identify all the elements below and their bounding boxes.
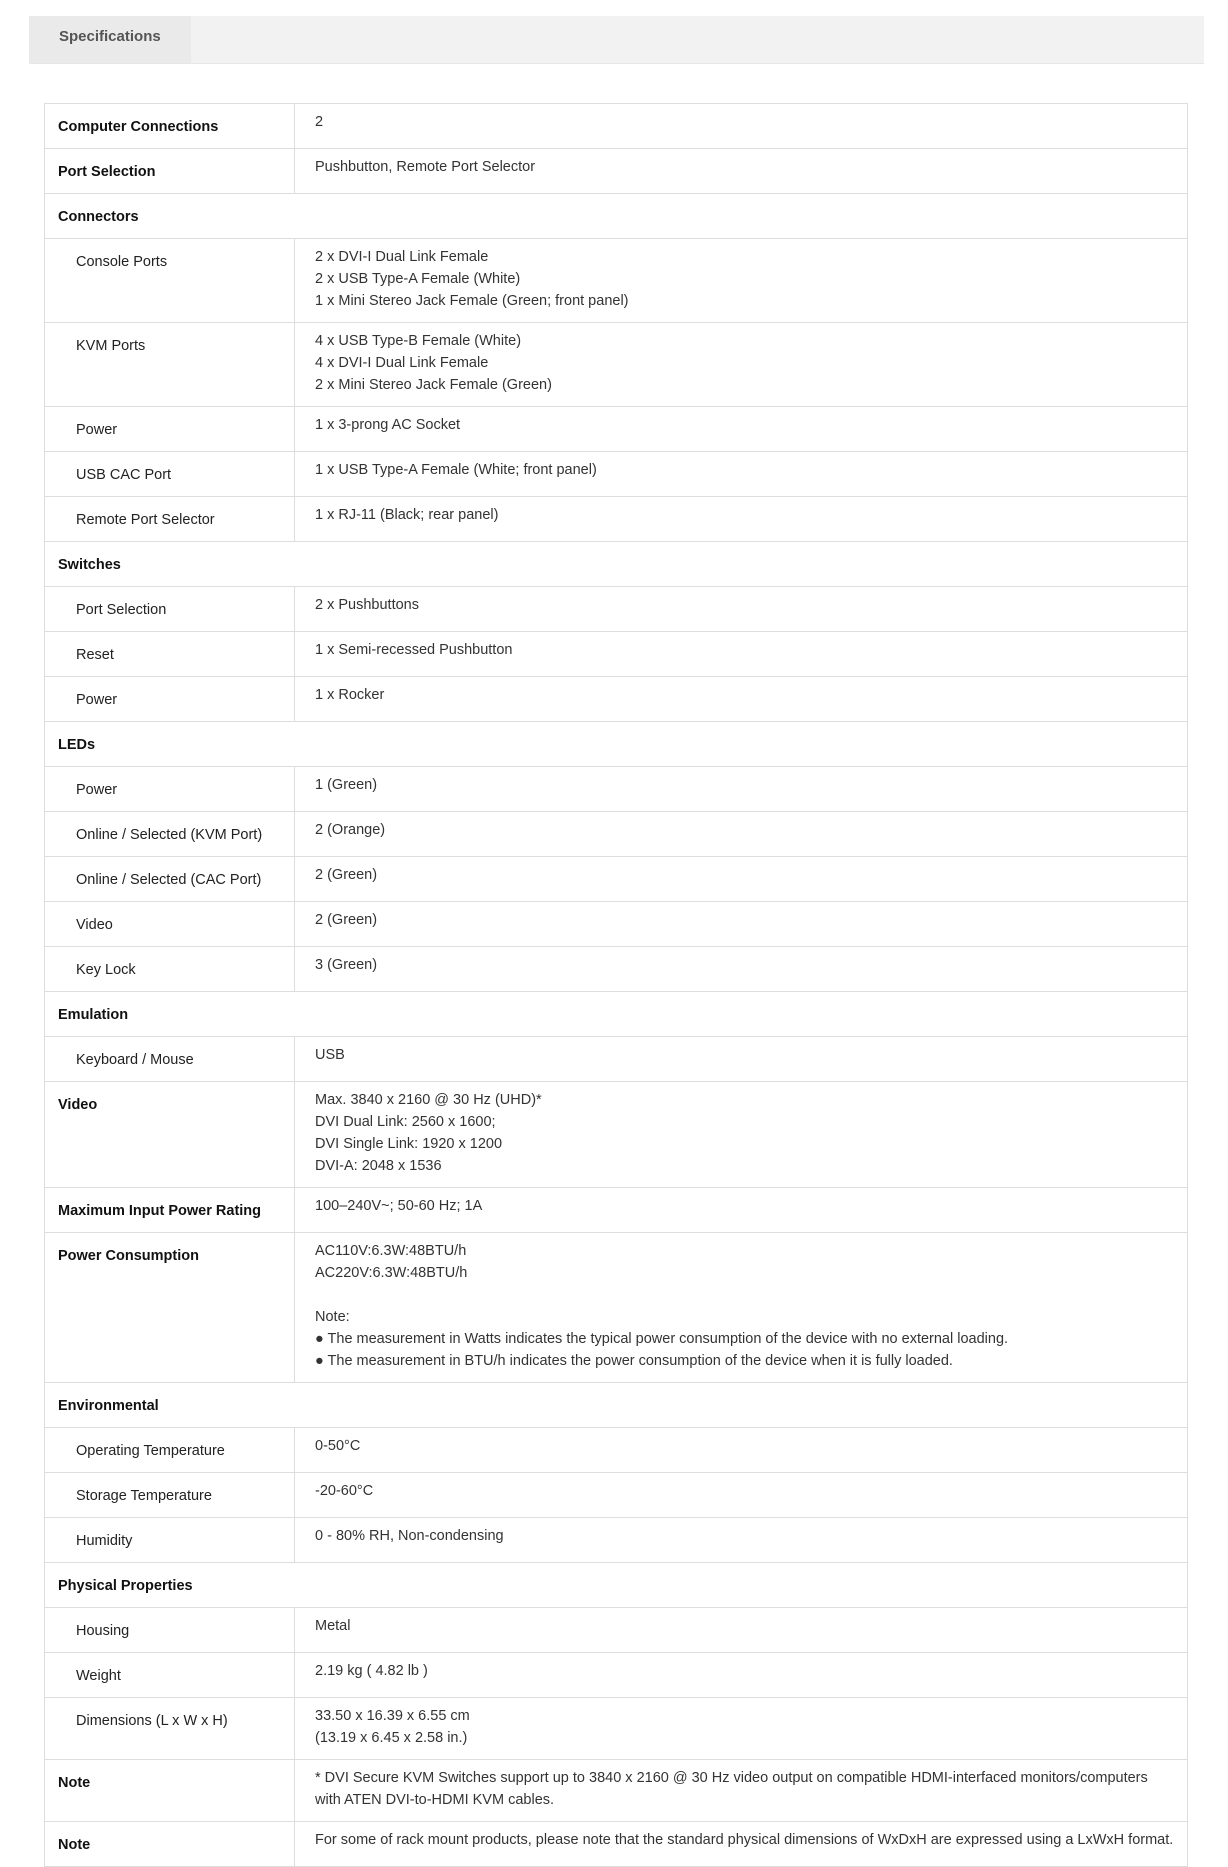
spec-subrow [45,767,1188,812]
spec-subrow [45,497,1188,542]
spec-value-line: (13.19 x 6.45 x 2.58 in.) [315,1730,468,1746]
spec-label: Online / Selected (KVM Port) [45,812,295,857]
spec-subrow [45,587,1188,632]
spec-label: Port Selection [45,149,295,194]
spec-label: Video [45,902,295,947]
spec-label: Computer Connections [45,104,295,149]
spec-subrow [45,1518,1188,1563]
spec-label: Video [45,1082,295,1188]
spec-label: Online / Selected (CAC Port) [45,857,295,902]
spec-value-line: USB [315,1047,345,1063]
spec-subrow [45,857,1188,902]
spec-value-line: * DVI Secure KVM Switches support up to 3840 x 2160 @ 30 Hz video output on compatible HDMI-interfaced monitors/computers with ATEN DVI-to-HDMI KVM cables. [315,1770,1152,1808]
section-title: Physical Properties [45,1563,1188,1608]
spec-value-line: 100–240V~; 50-60 Hz; 1A [315,1198,483,1214]
spec-subrow [45,323,1188,407]
spec-section-header [45,1383,1188,1428]
spec-value [295,407,1188,452]
spec-value [295,1822,1188,1867]
spec-value-line: 1 (Green) [315,777,378,793]
spec-value-line: 1 x Mini Stereo Jack Female (Green; front panel) [315,293,629,309]
spec-label: Dimensions (L x W x H) [45,1698,295,1760]
spec-value [295,239,1188,323]
spec-label: Humidity [45,1518,295,1563]
spec-subrow [45,1608,1188,1653]
spec-label: Note [45,1760,295,1822]
spec-subrow [45,632,1188,677]
spec-value-line: 1 x Rocker [315,687,385,703]
spec-value-line: 1 x RJ-11 (Black; rear panel) [315,507,499,523]
spec-label: Power [45,767,295,812]
tab-bar [29,16,1204,64]
spec-value-line [315,1284,1175,1306]
section-title: Emulation [45,992,1188,1037]
spec-value [295,1518,1188,1563]
section-title: Switches [45,542,1188,587]
spec-subrow [45,1473,1188,1518]
spec-value-line: 2 x DVI-I Dual Link Female [315,249,489,265]
spec-subrow [45,239,1188,323]
spec-value [295,323,1188,407]
spec-value-line: 3 (Green) [315,957,378,973]
spec-row [45,1082,1188,1188]
spec-subrow [45,452,1188,497]
spec-value-line: -20-60°C [315,1483,374,1499]
spec-value [295,902,1188,947]
spec-label: Storage Temperature [45,1473,295,1518]
spec-value-line: 2 (Orange) [315,822,386,838]
spec-label: Maximum Input Power Rating [45,1188,295,1233]
spec-value-line: 2 x USB Type-A Female (White) [315,271,521,287]
spec-section-header [45,722,1188,767]
spec-value-line: 0 - 80% RH, Non-condensing [315,1528,504,1544]
spec-label: Weight [45,1653,295,1698]
spec-section-header [45,1563,1188,1608]
spec-value-line: 0-50°C [315,1438,361,1454]
section-title: Connectors [45,194,1188,239]
spec-value [295,857,1188,902]
spec-value [295,767,1188,812]
spec-value-line: ● The measurement in Watts indicates the typical power consumption of the device with no external loading. [315,1331,1009,1347]
spec-label: KVM Ports [45,323,295,407]
spec-row [45,1760,1188,1822]
section-title: LEDs [45,722,1188,767]
spec-value-line: DVI-A: 2048 x 1536 [315,1158,442,1174]
spec-value-line: Metal [315,1618,351,1634]
spec-value-line: 1 x USB Type-A Female (White; front panel) [315,462,597,478]
spec-subrow [45,1037,1188,1082]
specifications-table [44,103,1188,1867]
spec-subrow [45,902,1188,947]
spec-value [295,632,1188,677]
section-title: Environmental [45,1383,1188,1428]
spec-subrow [45,407,1188,452]
spec-row [45,1822,1188,1867]
spec-value [295,104,1188,149]
spec-label: Power [45,407,295,452]
spec-value-line: ● The measurement in BTU/h indicates the power consumption of the device when it is fully loaded. [315,1353,953,1369]
spec-label: Power Consumption [45,1233,295,1383]
spec-label: Housing [45,1608,295,1653]
spec-value [295,1473,1188,1518]
spec-value-line: 2 x Pushbuttons [315,597,419,613]
spec-value [295,452,1188,497]
spec-value-line: For some of rack mount products, please note that the standard physical dimensions of WxDxH are expressed using a LxWxH format. [315,1832,1174,1848]
spec-value [295,1698,1188,1760]
spec-label: Port Selection [45,587,295,632]
spec-value [295,587,1188,632]
spec-label: Note [45,1822,295,1867]
spec-subrow [45,1653,1188,1698]
spec-value-line: 33.50 x 16.39 x 6.55 cm [315,1708,470,1724]
spec-value [295,812,1188,857]
spec-row [45,149,1188,194]
spec-label: Operating Temperature [45,1428,295,1473]
spec-label: USB CAC Port [45,452,295,497]
spec-value-line: DVI Dual Link: 2560 x 1600; [315,1114,496,1130]
spec-value-line: DVI Single Link: 1920 x 1200 [315,1136,503,1152]
spec-section-header [45,194,1188,239]
spec-row [45,1233,1188,1383]
spec-label: Keyboard / Mouse [45,1037,295,1082]
spec-label: Remote Port Selector [45,497,295,542]
spec-value-line: Max. 3840 x 2160 @ 30 Hz (UHD)* [315,1092,542,1108]
spec-label: Reset [45,632,295,677]
spec-subrow [45,677,1188,722]
spec-value [295,1760,1188,1822]
tab-specifications[interactable]: Specifications [29,16,191,63]
spec-value-line: 4 x USB Type-B Female (White) [315,333,522,349]
spec-value [295,149,1188,194]
spec-subrow [45,1698,1188,1760]
spec-value-line: Note: [315,1309,350,1325]
spec-section-header [45,992,1188,1037]
spec-section-header [45,542,1188,587]
spec-row [45,104,1188,149]
spec-value-line: 2 x Mini Stereo Jack Female (Green) [315,377,552,393]
spec-row [45,1188,1188,1233]
spec-subrow [45,947,1188,992]
spec-label: Power [45,677,295,722]
spec-value [295,1037,1188,1082]
spec-value [295,677,1188,722]
spec-value [295,947,1188,992]
spec-value [295,1608,1188,1653]
spec-value-line: Pushbutton, Remote Port Selector [315,159,536,175]
spec-label: Key Lock [45,947,295,992]
spec-value-line: AC110V:6.3W:48BTU/h [315,1243,467,1259]
spec-value [295,1653,1188,1698]
spec-label: Console Ports [45,239,295,323]
specifications-table-body [45,104,1188,1867]
spec-value [295,1082,1188,1188]
spec-value [295,1188,1188,1233]
spec-subrow [45,812,1188,857]
spec-value-line: 2 (Green) [315,867,378,883]
spec-value-line: 2.19 kg ( 4.82 lb ) [315,1663,428,1679]
spec-subrow [45,1428,1188,1473]
spec-value-line: 1 x 3-prong AC Socket [315,417,461,433]
spec-value-line: AC220V:6.3W:48BTU/h [315,1265,468,1281]
spec-value-line: 1 x Semi-recessed Pushbutton [315,642,513,658]
spec-value [295,1428,1188,1473]
spec-value-line: 4 x DVI-I Dual Link Female [315,355,489,371]
spec-value-line: 2 (Green) [315,912,378,928]
spec-value [295,497,1188,542]
spec-value-line: 2 [315,114,324,130]
spec-value [295,1233,1188,1383]
